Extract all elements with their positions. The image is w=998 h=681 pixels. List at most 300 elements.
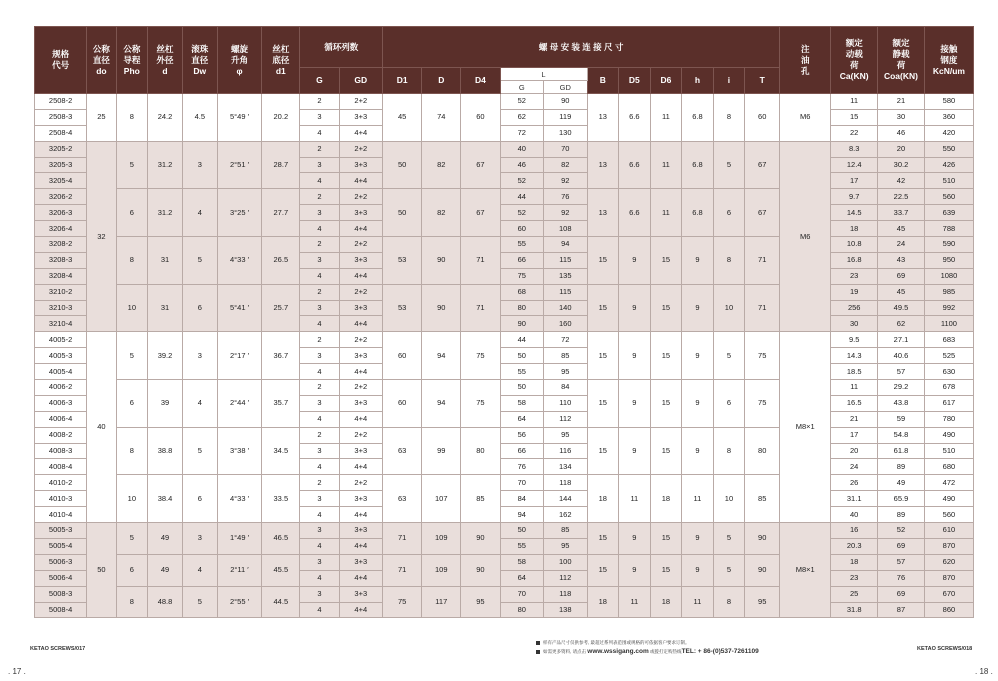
cell-D6: 15 xyxy=(650,284,682,332)
cell-screw-od: 31.2 xyxy=(148,141,183,189)
table-row xyxy=(35,284,974,300)
cell-g: 2 xyxy=(300,380,339,396)
header-helix-angle: 螺旋 升角 φ xyxy=(217,27,262,94)
cell-gd: 3+3 xyxy=(339,109,383,125)
cell-static-load: 57 xyxy=(878,554,925,570)
cell-gd: 2+2 xyxy=(339,284,383,300)
cell-spec-code: 3210-4 xyxy=(35,316,87,332)
cell-dynamic-load: 14.3 xyxy=(831,348,878,364)
cell-g: 2 xyxy=(300,189,339,205)
cell-gd: 4+4 xyxy=(339,364,383,380)
cell-l-g: 50 xyxy=(500,348,544,364)
cell-D1: 63 xyxy=(383,475,422,523)
cell-static-load: 49.5 xyxy=(878,300,925,316)
cell-gd: 3+3 xyxy=(339,523,383,539)
cell-g: 4 xyxy=(300,173,339,189)
cell-l-gd: 119 xyxy=(544,109,588,125)
cell-D4: 95 xyxy=(461,586,500,618)
cell-root-diameter: 46.5 xyxy=(262,523,300,555)
cell-B: 13 xyxy=(587,141,619,189)
cell-helix-angle: 2°11 ′ xyxy=(217,554,262,586)
cell-h: 11 xyxy=(682,586,714,618)
cell-i: 8 xyxy=(713,586,745,618)
cell-stiffness: 1100 xyxy=(924,316,973,332)
cell-static-load: 30.2 xyxy=(878,157,925,173)
cell-i: 6 xyxy=(713,189,745,237)
cell-gd: 2+2 xyxy=(339,189,383,205)
cell-stiffness: 870 xyxy=(924,570,973,586)
cell-D1: 53 xyxy=(383,237,422,285)
cell-B: 18 xyxy=(587,475,619,523)
cell-l-g: 55 xyxy=(500,237,544,253)
cell-B: 18 xyxy=(587,586,619,618)
cell-l-gd: 140 xyxy=(544,300,588,316)
cell-ball-diameter: 5 xyxy=(182,237,217,285)
cell-gd: 3+3 xyxy=(339,157,383,173)
cell-D4: 75 xyxy=(461,380,500,428)
cell-stiffness: 950 xyxy=(924,252,973,268)
cell-D5: 11 xyxy=(619,475,651,523)
cell-spec-code: 2508-4 xyxy=(35,125,87,141)
cell-static-load: 43 xyxy=(878,252,925,268)
cell-spec-code: 3210-3 xyxy=(35,300,87,316)
cell-l-g: 52 xyxy=(500,173,544,189)
cell-T: 60 xyxy=(745,94,780,142)
cell-ball-diameter: 6 xyxy=(182,475,217,523)
cell-spec-code: 4010-4 xyxy=(35,507,87,523)
cell-stiffness: 550 xyxy=(924,141,973,157)
cell-gd: 4+4 xyxy=(339,538,383,554)
cell-static-load: 45 xyxy=(878,221,925,237)
cell-D1: 45 xyxy=(383,94,422,142)
cell-l-g: 40 xyxy=(500,141,544,157)
header-d: D xyxy=(422,68,461,94)
cell-ball-diameter: 4 xyxy=(182,554,217,586)
cell-dynamic-load: 10.8 xyxy=(831,237,878,253)
table-body xyxy=(35,94,974,618)
cell-dynamic-load: 20.3 xyxy=(831,538,878,554)
website-link[interactable]: www.wssigang.com xyxy=(587,647,649,655)
cell-spec-code: 2508-2 xyxy=(35,94,87,110)
cell-gd: 3+3 xyxy=(339,491,383,507)
cell-D5: 9 xyxy=(619,427,651,475)
header-static-load: 额定 静载 荷 Coa(KN) xyxy=(878,27,925,94)
cell-l-g: 66 xyxy=(500,252,544,268)
cell-stiffness: 870 xyxy=(924,538,973,554)
cell-gd: 3+3 xyxy=(339,348,383,364)
cell-l-gd: 92 xyxy=(544,173,588,189)
cell-static-load: 29.2 xyxy=(878,380,925,396)
cell-ball-diameter: 3 xyxy=(182,523,217,555)
cell-helix-angle: 4°33 ′ xyxy=(217,237,262,285)
cell-T: 75 xyxy=(745,380,780,428)
cell-gd: 3+3 xyxy=(339,205,383,221)
cell-dynamic-load: 24 xyxy=(831,459,878,475)
cell-root-diameter: 33.5 xyxy=(262,475,300,523)
cell-T: 85 xyxy=(745,475,780,523)
header-gd: GD xyxy=(339,68,383,94)
cell-root-diameter: 35.7 xyxy=(262,380,300,428)
cell-h: 9 xyxy=(682,554,714,586)
cell-screw-od: 31 xyxy=(148,284,183,332)
cell-g: 2 xyxy=(300,141,339,157)
cell-dynamic-load: 20 xyxy=(831,443,878,459)
bullet-icon xyxy=(536,650,540,654)
cell-l-g: 55 xyxy=(500,538,544,554)
header-l: L xyxy=(500,68,587,81)
cell-ball-diameter: 4 xyxy=(182,380,217,428)
cell-D1: 63 xyxy=(383,427,422,475)
cell-dynamic-load: 9.7 xyxy=(831,189,878,205)
cell-B: 15 xyxy=(587,554,619,586)
cell-dynamic-load: 16.5 xyxy=(831,395,878,411)
cell-l-gd: 85 xyxy=(544,523,588,539)
cell-lead: 5 xyxy=(116,523,148,555)
cell-static-load: 89 xyxy=(878,507,925,523)
cell-helix-angle: 1°49 ′ xyxy=(217,523,262,555)
cell-l-gd: 95 xyxy=(544,364,588,380)
cell-h: 11 xyxy=(682,475,714,523)
cell-dynamic-load: 11 xyxy=(831,94,878,110)
cell-D: 94 xyxy=(422,380,461,428)
table-row xyxy=(35,427,974,443)
cell-stiffness: 510 xyxy=(924,443,973,459)
cell-D5: 6.6 xyxy=(619,189,651,237)
cell-spec-code: 5006-3 xyxy=(35,554,87,570)
cell-root-diameter: 27.7 xyxy=(262,189,300,237)
cell-l-g: 60 xyxy=(500,221,544,237)
cell-static-load: 69 xyxy=(878,586,925,602)
cell-g: 2 xyxy=(300,332,339,348)
cell-g: 3 xyxy=(300,491,339,507)
cell-T: 67 xyxy=(745,189,780,237)
cell-dynamic-load: 31.1 xyxy=(831,491,878,507)
cell-T: 90 xyxy=(745,554,780,586)
cell-stiffness: 560 xyxy=(924,507,973,523)
cell-D6: 15 xyxy=(650,427,682,475)
cell-dynamic-load: 30 xyxy=(831,316,878,332)
cell-gd: 3+3 xyxy=(339,252,383,268)
cell-l-g: 72 xyxy=(500,125,544,141)
header-dynamic-load: 额定 动载 荷 Ca(KN) xyxy=(831,27,878,94)
cell-D5: 9 xyxy=(619,554,651,586)
cell-D5: 6.6 xyxy=(619,141,651,189)
cell-spec-code: 5008-4 xyxy=(35,602,87,618)
header-nominal-lead: 公称 导程 Pho xyxy=(116,27,148,94)
cell-helix-angle: 2°44 ′ xyxy=(217,380,262,428)
cell-static-load: 52 xyxy=(878,523,925,539)
cell-l-gd: 92 xyxy=(544,205,588,221)
cell-spec-code: 3205-2 xyxy=(35,141,87,157)
cell-D1: 75 xyxy=(383,586,422,618)
cell-D1: 50 xyxy=(383,189,422,237)
footnote-1: 样有产品尺寸仅供参考, 最超过系列表范围或规格的可依据客户要求订制。 xyxy=(536,638,759,647)
cell-dynamic-load: 19 xyxy=(831,284,878,300)
cell-gd: 4+4 xyxy=(339,570,383,586)
cell-D6: 15 xyxy=(650,237,682,285)
cell-l-g: 64 xyxy=(500,570,544,586)
cell-static-load: 21 xyxy=(878,94,925,110)
cell-screw-od: 48.8 xyxy=(148,586,183,618)
cell-gd: 4+4 xyxy=(339,411,383,427)
cell-l-g: 94 xyxy=(500,507,544,523)
cell-spec-code: 5005-4 xyxy=(35,538,87,554)
header-ball-diameter: 滚珠 直径 Dw xyxy=(182,27,217,94)
cell-l-gd: 134 xyxy=(544,459,588,475)
cell-B: 15 xyxy=(587,427,619,475)
cell-dynamic-load: 16 xyxy=(831,523,878,539)
cell-B: 15 xyxy=(587,523,619,555)
cell-l-gd: 130 xyxy=(544,125,588,141)
cell-D: 82 xyxy=(422,189,461,237)
cell-h: 9 xyxy=(682,237,714,285)
cell-D5: 9 xyxy=(619,523,651,555)
cell-stiffness: 510 xyxy=(924,173,973,189)
cell-D1: 60 xyxy=(383,380,422,428)
cell-i: 6 xyxy=(713,380,745,428)
cell-oil-hole: M8×1 xyxy=(780,523,831,618)
cell-D4: 75 xyxy=(461,332,500,380)
cell-oil-hole: M6 xyxy=(780,141,831,332)
cell-g: 3 xyxy=(300,395,339,411)
cell-D4: 67 xyxy=(461,141,500,189)
cell-g: 4 xyxy=(300,459,339,475)
cell-root-diameter: 26.5 xyxy=(262,237,300,285)
cell-D6: 15 xyxy=(650,554,682,586)
ball-screw-spec-table xyxy=(34,26,974,618)
cell-root-diameter: 34.5 xyxy=(262,427,300,475)
cell-static-load: 69 xyxy=(878,268,925,284)
cell-static-load: 49 xyxy=(878,475,925,491)
cell-screw-od: 31 xyxy=(148,237,183,285)
cell-l-g: 50 xyxy=(500,380,544,396)
cell-gd: 3+3 xyxy=(339,554,383,570)
cell-D4: 80 xyxy=(461,427,500,475)
cell-i: 10 xyxy=(713,284,745,332)
cell-nominal-diameter: 50 xyxy=(87,523,116,618)
cell-static-load: 54.8 xyxy=(878,427,925,443)
cell-spec-code: 4006-2 xyxy=(35,380,87,396)
cell-D5: 9 xyxy=(619,237,651,285)
table-row xyxy=(35,94,974,110)
cell-l-g: 68 xyxy=(500,284,544,300)
cell-lead: 8 xyxy=(116,427,148,475)
cell-gd: 4+4 xyxy=(339,316,383,332)
cell-l-g: 84 xyxy=(500,491,544,507)
cell-g: 3 xyxy=(300,205,339,221)
cell-l-gd: 84 xyxy=(544,380,588,396)
cell-gd: 3+3 xyxy=(339,300,383,316)
table-row xyxy=(35,554,974,570)
cell-lead: 8 xyxy=(116,586,148,618)
cell-l-gd: 116 xyxy=(544,443,588,459)
cell-D1: 50 xyxy=(383,141,422,189)
header-d6: D6 xyxy=(650,68,682,94)
cell-l-g: 56 xyxy=(500,427,544,443)
cell-D6: 18 xyxy=(650,586,682,618)
cell-l-gd: 90 xyxy=(544,94,588,110)
cell-D6: 11 xyxy=(650,94,682,142)
cell-spec-code: 2508-3 xyxy=(35,109,87,125)
cell-stiffness: 680 xyxy=(924,459,973,475)
cell-l-g: 52 xyxy=(500,205,544,221)
cell-static-load: 69 xyxy=(878,538,925,554)
cell-h: 6.8 xyxy=(682,141,714,189)
cell-D: 117 xyxy=(422,586,461,618)
table-row xyxy=(35,523,974,539)
cell-g: 3 xyxy=(300,109,339,125)
cell-l-g: 76 xyxy=(500,459,544,475)
cell-gd: 2+2 xyxy=(339,475,383,491)
cell-spec-code: 5005-3 xyxy=(35,523,87,539)
cell-D4: 85 xyxy=(461,475,500,523)
cell-ball-diameter: 3 xyxy=(182,332,217,380)
cell-l-gd: 82 xyxy=(544,157,588,173)
cell-D1: 71 xyxy=(383,554,422,586)
cell-stiffness: 985 xyxy=(924,284,973,300)
cell-l-gd: 108 xyxy=(544,221,588,237)
cell-T: 67 xyxy=(745,141,780,189)
header-d5: D5 xyxy=(619,68,651,94)
cell-D5: 9 xyxy=(619,284,651,332)
cell-lead: 5 xyxy=(116,332,148,380)
cell-T: 71 xyxy=(745,237,780,285)
cell-root-diameter: 25.7 xyxy=(262,284,300,332)
cell-spec-code: 4005-2 xyxy=(35,332,87,348)
header-h: h xyxy=(682,68,714,94)
cell-h: 6.8 xyxy=(682,94,714,142)
header-screw-od: 丝杠 外径 d xyxy=(148,27,183,94)
table-row xyxy=(35,237,974,253)
cell-static-load: 27.1 xyxy=(878,332,925,348)
cell-gd: 2+2 xyxy=(339,94,383,110)
cell-screw-od: 24.2 xyxy=(148,94,183,142)
cell-dynamic-load: 25 xyxy=(831,586,878,602)
cell-l-g: 80 xyxy=(500,300,544,316)
cell-lead: 10 xyxy=(116,284,148,332)
cell-l-g: 44 xyxy=(500,189,544,205)
cell-gd: 3+3 xyxy=(339,586,383,602)
cell-D: 94 xyxy=(422,332,461,380)
cell-spec-code: 4010-3 xyxy=(35,491,87,507)
cell-B: 13 xyxy=(587,189,619,237)
cell-helix-angle: 5°49 ′ xyxy=(217,94,262,142)
cell-T: 75 xyxy=(745,332,780,380)
header-circuits: 循环列数 xyxy=(300,27,383,68)
cell-l-gd: 118 xyxy=(544,475,588,491)
cell-D4: 71 xyxy=(461,237,500,285)
cell-D: 109 xyxy=(422,554,461,586)
cell-spec-code: 4005-4 xyxy=(35,364,87,380)
cell-spec-code: 3208-4 xyxy=(35,268,87,284)
cell-l-gd: 100 xyxy=(544,554,588,570)
cell-D: 107 xyxy=(422,475,461,523)
cell-stiffness: 617 xyxy=(924,395,973,411)
header-i: i xyxy=(713,68,745,94)
cell-gd: 4+4 xyxy=(339,221,383,237)
cell-gd: 2+2 xyxy=(339,380,383,396)
cell-stiffness: 426 xyxy=(924,157,973,173)
cell-gd: 4+4 xyxy=(339,125,383,141)
cell-stiffness: 1080 xyxy=(924,268,973,284)
cell-D5: 11 xyxy=(619,586,651,618)
cell-g: 2 xyxy=(300,427,339,443)
cell-lead: 6 xyxy=(116,380,148,428)
cell-l-g: 90 xyxy=(500,316,544,332)
cell-ball-diameter: 5 xyxy=(182,427,217,475)
cell-dynamic-load: 22 xyxy=(831,125,878,141)
cell-l-gd: 144 xyxy=(544,491,588,507)
cell-static-load: 45 xyxy=(878,284,925,300)
cell-l-g: 50 xyxy=(500,523,544,539)
table-row xyxy=(35,332,974,348)
cell-l-gd: 115 xyxy=(544,284,588,300)
cell-g: 2 xyxy=(300,237,339,253)
cell-stiffness: 360 xyxy=(924,109,973,125)
cell-lead: 6 xyxy=(116,554,148,586)
cell-spec-code: 3206-4 xyxy=(35,221,87,237)
cell-spec-code: 5006-4 xyxy=(35,570,87,586)
cell-h: 9 xyxy=(682,380,714,428)
cell-root-diameter: 45.5 xyxy=(262,554,300,586)
cell-dynamic-load: 16.8 xyxy=(831,252,878,268)
cell-dynamic-load: 14.5 xyxy=(831,205,878,221)
cell-i: 5 xyxy=(713,523,745,555)
cell-h: 9 xyxy=(682,523,714,555)
cell-spec-code: 3206-3 xyxy=(35,205,87,221)
cell-D1: 71 xyxy=(383,523,422,555)
cell-g: 3 xyxy=(300,523,339,539)
cell-g: 3 xyxy=(300,586,339,602)
cell-B: 15 xyxy=(587,237,619,285)
footnote-2: 如需更多资料, 请点击 www.wssigang.com 或拨打定购热线 TEL: + 86-(0)537-7261109 xyxy=(536,647,759,656)
cell-root-diameter: 36.7 xyxy=(262,332,300,380)
cell-h: 9 xyxy=(682,332,714,380)
cell-stiffness: 670 xyxy=(924,586,973,602)
cell-g: 4 xyxy=(300,538,339,554)
cell-static-load: 89 xyxy=(878,459,925,475)
cell-l-gd: 72 xyxy=(544,332,588,348)
cell-D1: 53 xyxy=(383,284,422,332)
header-spec-code: 规格 代号 xyxy=(35,27,87,94)
cell-l-gd: 95 xyxy=(544,427,588,443)
header-nut-mounting: 螺 母 安 装 连 接 尺 寸 xyxy=(383,27,780,68)
cell-screw-od: 39 xyxy=(148,380,183,428)
cell-D: 90 xyxy=(422,237,461,285)
page-number-left: . 17 . xyxy=(8,667,26,676)
cell-nominal-diameter: 25 xyxy=(87,94,116,142)
cell-D6: 15 xyxy=(650,332,682,380)
cell-l-gd: 138 xyxy=(544,602,588,618)
cell-static-load: 62 xyxy=(878,316,925,332)
cell-spec-code: 3205-3 xyxy=(35,157,87,173)
cell-dynamic-load: 23 xyxy=(831,268,878,284)
cell-g: 4 xyxy=(300,602,339,618)
cell-g: 3 xyxy=(300,443,339,459)
cell-screw-od: 38.4 xyxy=(148,475,183,523)
cell-helix-angle: 3°25 ′ xyxy=(217,189,262,237)
cell-D: 99 xyxy=(422,427,461,475)
cell-i: 5 xyxy=(713,554,745,586)
cell-D5: 6.6 xyxy=(619,94,651,142)
cell-g: 4 xyxy=(300,268,339,284)
cell-static-load: 42 xyxy=(878,173,925,189)
header-root-diameter: 丝杠 底径 d1 xyxy=(262,27,300,94)
cell-i: 10 xyxy=(713,475,745,523)
cell-spec-code: 4008-2 xyxy=(35,427,87,443)
cell-stiffness: 610 xyxy=(924,523,973,539)
bullet-icon xyxy=(536,641,540,645)
